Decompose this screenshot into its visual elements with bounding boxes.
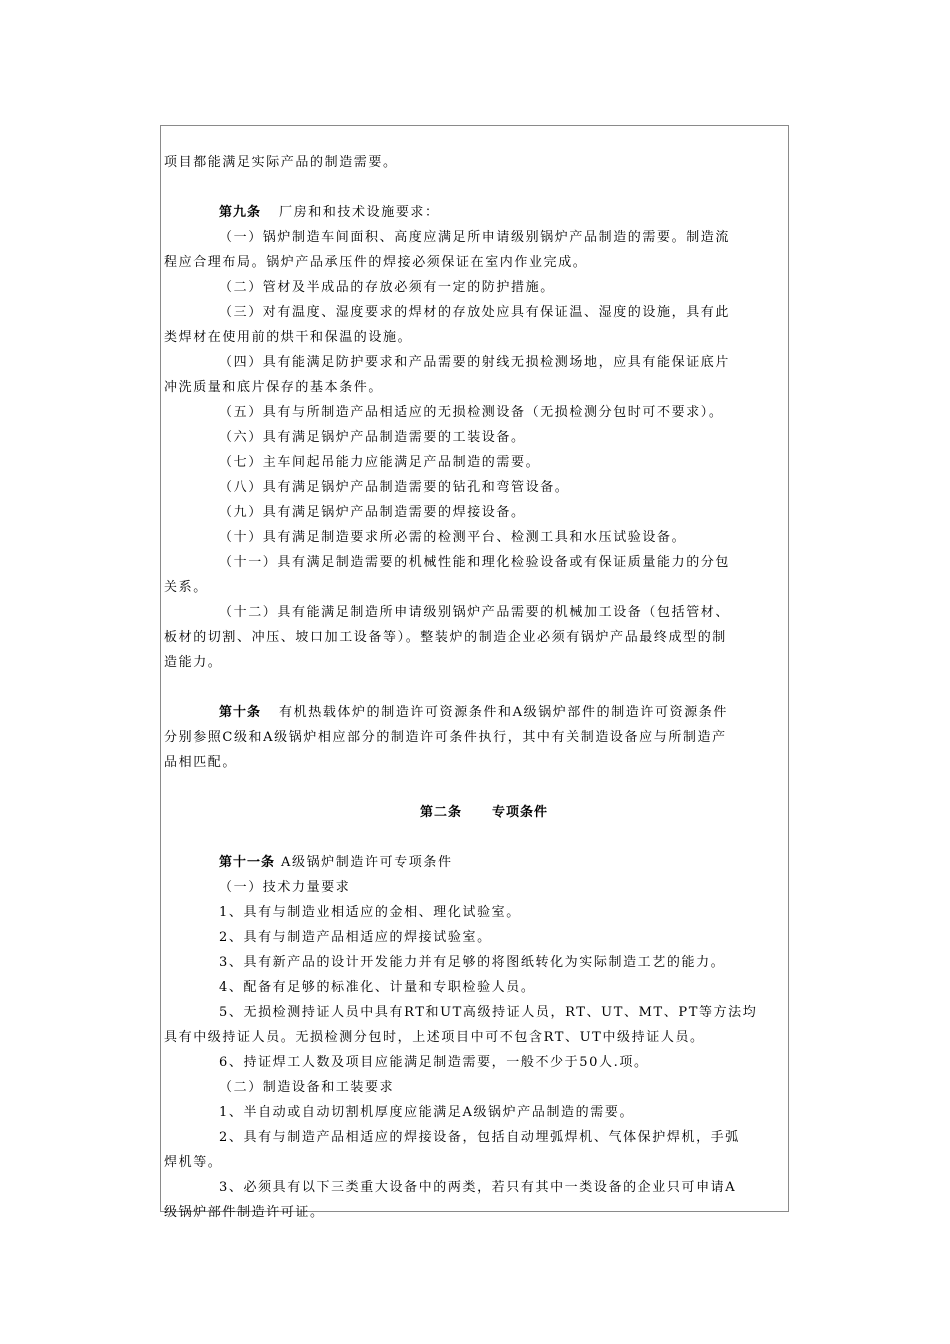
article-9-heading (164, 200, 786, 225)
article-title: 厂房和和技术设施要求： (279, 205, 440, 220)
list-item: （一）锅炉制造车间面积、高度应满足所申请级别锅炉产品制造的需要。制造流 (219, 230, 731, 245)
article-label: 第十一条 (219, 855, 276, 870)
list-item: 6、持证焊工人数及项目应能满足制造需要，一般不少于50人.项。 (219, 1055, 649, 1070)
document-body (164, 150, 786, 1225)
list-item: 2、具有与制造产品相适应的焊接试验室。 (219, 930, 492, 945)
list-item: （二）管材及半成品的存放必须有一定的防护措施。 (219, 280, 555, 295)
list-item-continuation: 级锅炉部件制造许可证。 (164, 1205, 325, 1220)
article-10-heading (164, 700, 786, 725)
list-item-continuation: 程应合理布局。锅炉产品承压件的焊接必须保证在室内作业完成。 (164, 255, 588, 270)
paragraph-line: 项目都能满足实际产品的制造需要。 (164, 155, 398, 170)
spacer (164, 825, 786, 850)
section-heading (164, 800, 786, 825)
list-item-continuation: 焊机等。 (164, 1155, 223, 1170)
paragraph-line: 品相匹配。 (164, 755, 238, 770)
section-label: 第二条 (419, 805, 462, 820)
list-item: 5、无损检测持证人员中具有RT和UT高级持证人员，RT、UT、MT、PT等方法均 (219, 1005, 758, 1020)
article-label: 第九条 (219, 205, 262, 220)
list-item: 1、半自动或自动切割机厚度应能满足A级锅炉产品制造的需要。 (219, 1105, 635, 1120)
section-title: 专项条件 (492, 805, 549, 820)
list-item-continuation: 造能力。 (164, 655, 223, 670)
paragraph-line: 分别参照C级和A级锅炉相应部分的制造许可条件执行，其中有关制造设备应与所制造产 (164, 730, 727, 745)
list-item: 3、必须具有以下三类重大设备中的两类，若只有其中一类设备的企业只可申请A (219, 1180, 737, 1195)
list-item: 1、具有与制造业相适应的金相、理化试验室。 (219, 905, 521, 920)
list-item: （九）具有满足锅炉产品制造需要的焊接设备。 (219, 505, 526, 520)
list-item: （六）具有满足锅炉产品制造需要的工装设备。 (219, 430, 526, 445)
article-text: 有机热载体炉的制造许可资源条件和A级锅炉部件的制造许可资源条件 (279, 705, 729, 720)
subsection-heading: （二）制造设备和工装要求 (219, 1080, 395, 1095)
spacer (164, 675, 786, 700)
list-item-continuation: 类焊材在使用前的烘干和保温的设施。 (164, 330, 413, 345)
spacer (164, 775, 786, 800)
list-item: （三）对有温度、湿度要求的焊材的存放处应具有保证温、湿度的设施，具有此 (219, 305, 731, 320)
list-item: （七）主车间起吊能力应能满足产品制造的需要。 (219, 455, 541, 470)
list-item: （四）具有能满足防护要求和产品需要的射线无损检测场地，应具有能保证底片 (219, 355, 731, 370)
list-item: （十）具有满足制造要求所必需的检测平台、检测工具和水压试验设备。 (219, 530, 687, 545)
list-item: （十一）具有满足制造需要的机械性能和理化检验设备或有保证质量能力的分包 (219, 555, 731, 570)
article-title: A级锅炉制造许可专项条件 (281, 855, 453, 870)
list-item: 2、具有与制造产品相适应的焊接设备，包括自动埋弧焊机、气体保护焊机，手弧 (219, 1130, 740, 1145)
list-item: （八）具有满足锅炉产品制造需要的钻孔和弯管设备。 (219, 480, 570, 495)
list-item: （五）具有与所制造产品相适应的无损检测设备（无损检测分包时可不要求）。 (219, 405, 724, 420)
list-item-continuation: 冲洗质量和底片保存的基本条件。 (164, 380, 384, 395)
list-item: （十二）具有能满足制造所申请级别锅炉产品需要的机械加工设备（包括管材、 (219, 605, 731, 620)
subsection-heading: （一）技术力量要求 (219, 880, 351, 895)
list-item: 4、配备有足够的标准化、计量和专职检验人员。 (219, 980, 536, 995)
list-item-continuation: 具有中级持证人员。无损检测分包时，上述项目中可不包含RT、UT中级持证人员。 (164, 1030, 705, 1045)
list-item-continuation: 关系。 (164, 580, 208, 595)
spacer (164, 175, 786, 200)
article-label: 第十条 (219, 705, 262, 720)
list-item-continuation: 板材的切割、冲压、坡口加工设备等）。整装炉的制造企业必须有锅炉产品最终成型的制 (164, 630, 727, 645)
list-item: 3、具有新产品的设计开发能力并有足够的将图纸转化为实际制造工艺的能力。 (219, 955, 726, 970)
article-11-heading (164, 850, 786, 875)
